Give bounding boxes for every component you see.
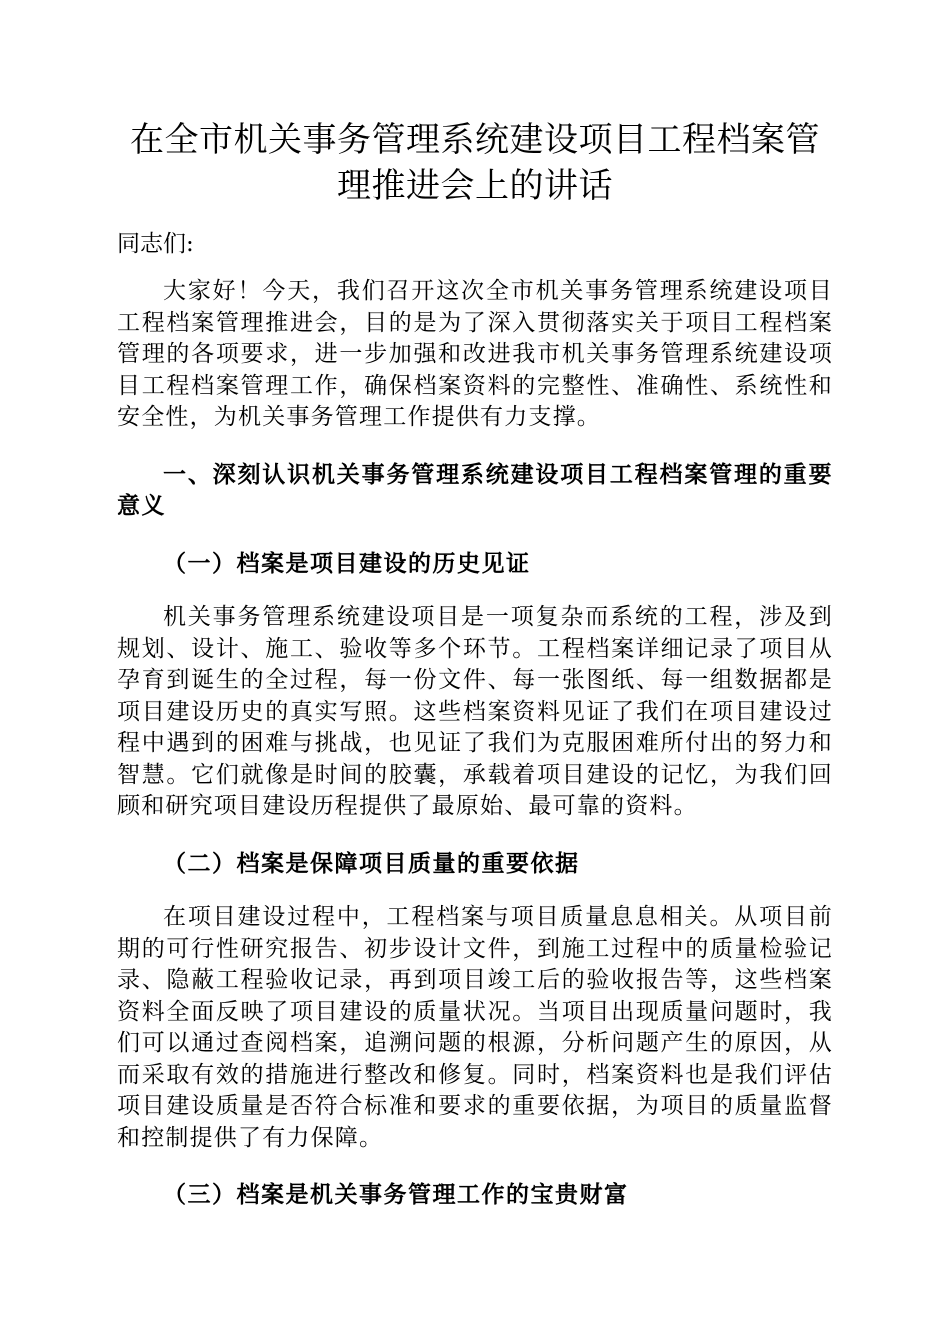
salutation: 同志们: <box>117 231 194 257</box>
document-page <box>117 117 833 1212</box>
subsection-3-heading: （三）档案是机关事务管理工作的宝贵财富 <box>163 1182 629 1208</box>
subsection-1-heading: （一）档案是项目建设的历史见证 <box>163 550 531 577</box>
subsection-2-heading: （二）档案是保障项目质量的重要依据 <box>163 850 580 877</box>
section-1-heading: 一、深刻认识机关事务管理系统建设项目工程档案管理的重要意义 <box>117 461 833 519</box>
intro-paragraph: 大家好！今天，我们召开这次全市机关事务管理系统建设项目工程档案管理推进会，目的是为了深入贯彻落实关于项目工程档案管理的各项要求，进一步加强和改进我市机关事务管理系统建设项目工程档案管理工作，确保档案资料的完整性、准确性、系统性和安全性，为机关事务管理工作提供有力支撑。 <box>117 278 833 430</box>
document-title: 在全市机关事务管理系统建设项目工程档案管理推进会上的讲话 <box>130 120 820 206</box>
subsection-1-body: 机关事务管理系统建设项目是一项复杂而系统的工程，涉及到规划、设计、施工、验收等多个环节。工程档案详细记录了项目从孕育到诞生的全过程，每一份文件、每一张图纸、每一组数据都是项目建设历史的真实写照。这些档案资料见证了我们在项目建设过程中遇到的困难与挑战，也见证了我们为克服困难所付出的努力和智慧。它们就像是时间的胶囊，承载着项目建设的记忆，为我们回顾和研究项目建设历程提供了最原始、最可靠的资料。 <box>117 604 833 819</box>
subsection-2-body: 在项目建设过程中，工程档案与项目质量息息相关。从项目前期的可行性研究报告、初步设计文件，到施工过程中的质量检验记录、隐蔽工程验收记录，再到项目竣工后的验收报告等，这些档案资料全面反映了项目建设的质量状况。当项目出现质量问题时，我们可以通过查阅档案，追溯问题的根源，分析问题产生的原因，从而采取有效的措施进行整改和修复。同时，档案资料也是我们评估项目建设质量是否符合标准和要求的重要依据，为项目的质量监督和控制提供了有力保障。 <box>117 904 833 1151</box>
